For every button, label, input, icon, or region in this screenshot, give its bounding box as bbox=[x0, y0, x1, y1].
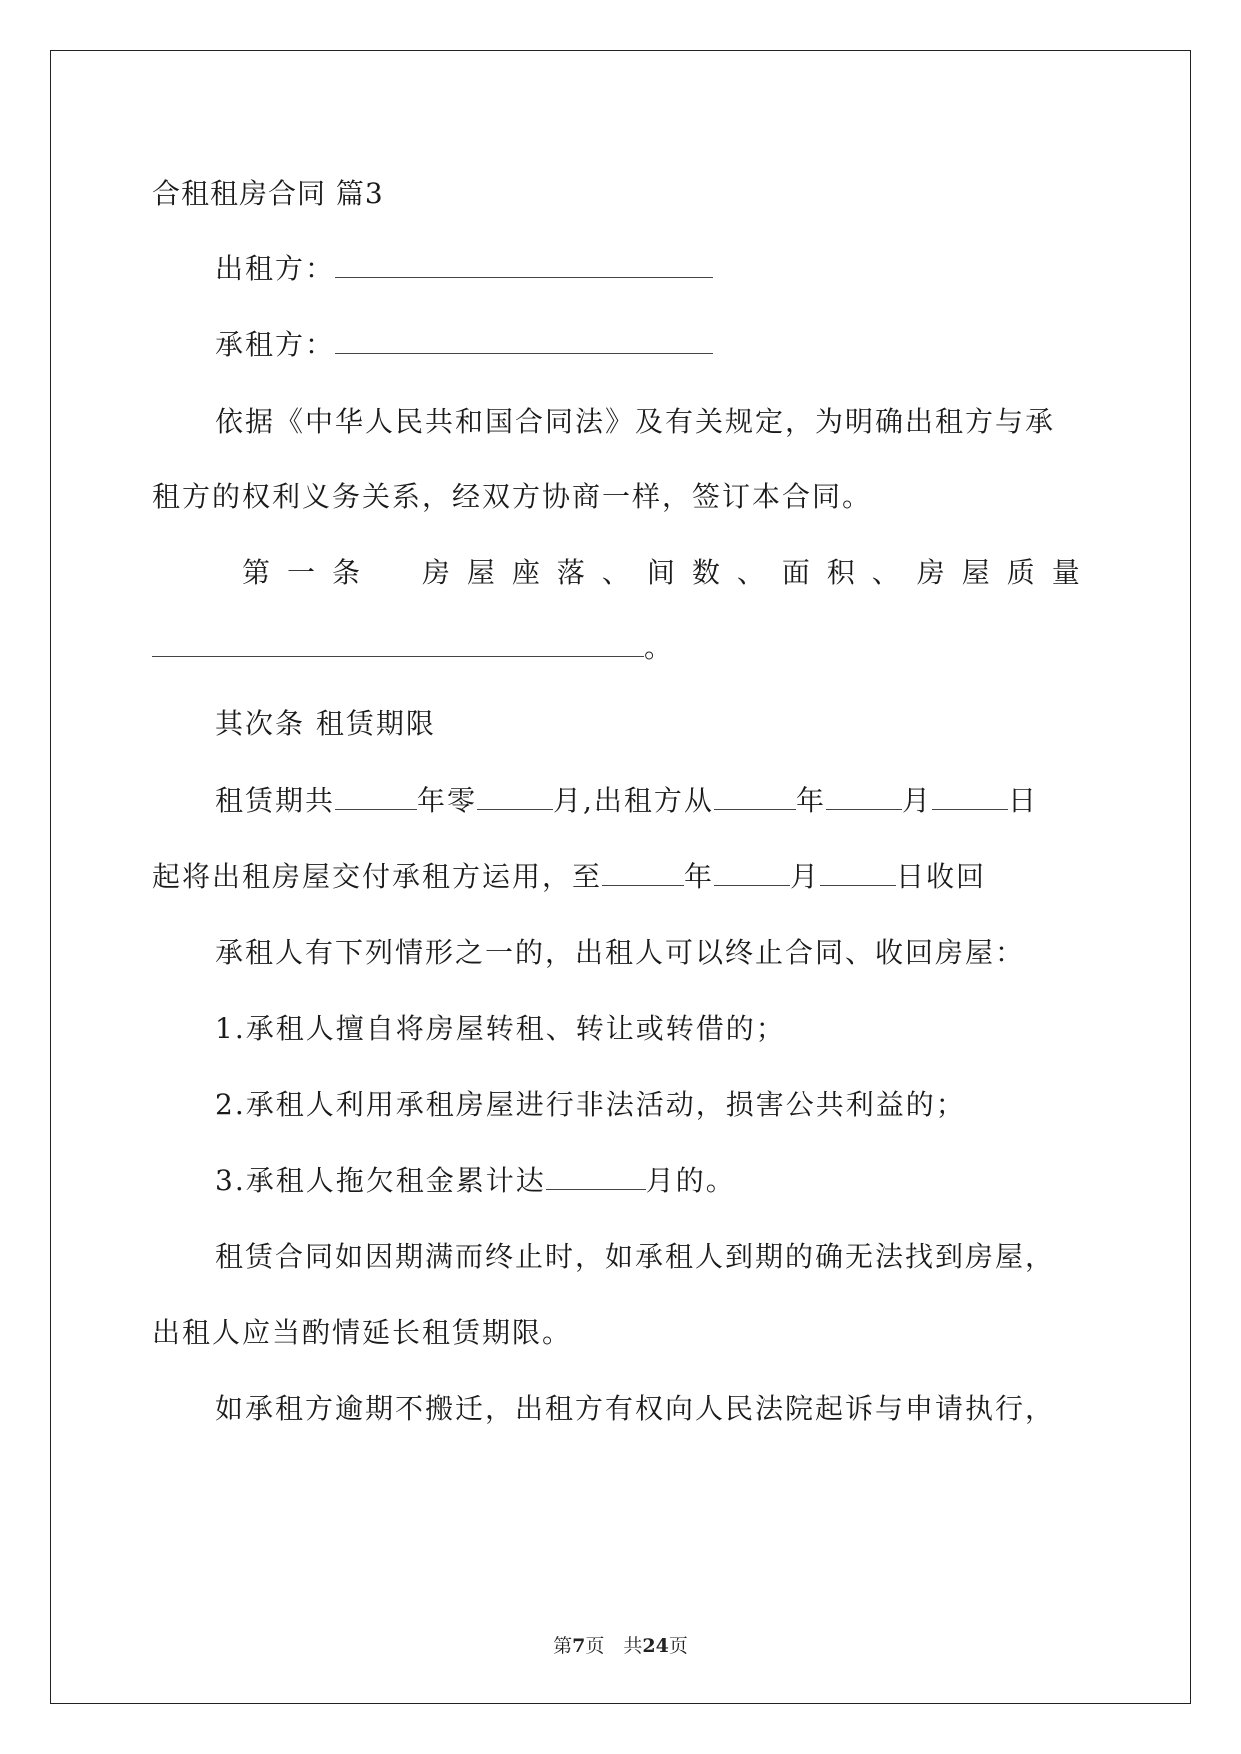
terminate-item-1: 1.承租人擅自将房屋转租、转让或转借的； bbox=[215, 1012, 786, 1045]
article1-char: 条 bbox=[331, 556, 362, 589]
term-text-1: 租赁期共 bbox=[215, 784, 336, 817]
article1-char: 第 bbox=[242, 556, 273, 589]
term2-text-4: 日收回 bbox=[896, 860, 987, 893]
quality-blank bbox=[152, 630, 644, 657]
article1-char: 量 bbox=[1051, 556, 1082, 589]
expire-line-2: 出租人应当酌情延长租赁期限。 bbox=[152, 1316, 573, 1349]
terminate-intro: 承租人有下列情形之一的，出租人可以终止合同、收回房屋： bbox=[215, 936, 1026, 969]
footer-mid: 页 共 bbox=[585, 1635, 643, 1657]
article1-char: 、 bbox=[601, 556, 632, 589]
term2-text-3: 月 bbox=[790, 860, 821, 893]
overdue-line: 如承租方逾期不搬迁，出租方有权向人民法院起诉与申请执行， bbox=[215, 1392, 1056, 1425]
article1-char: 房 bbox=[421, 556, 452, 589]
article1-char: 、 bbox=[871, 556, 902, 589]
article1-char bbox=[377, 553, 407, 593]
term-line-1 bbox=[215, 781, 1038, 821]
article1-char: 落 bbox=[556, 556, 587, 589]
page-footer bbox=[0, 1631, 1241, 1658]
term-text-4: 年 bbox=[795, 784, 826, 817]
lessor-label: 出租方： bbox=[215, 252, 336, 285]
term-text-2: 年零 bbox=[417, 784, 478, 817]
intro-line-2: 租方的权利义务关系，经双方协商一样，签订本合同。 bbox=[152, 480, 873, 513]
term-line-2 bbox=[152, 857, 986, 897]
lessee-blank bbox=[335, 327, 713, 354]
term-months-blank bbox=[477, 783, 553, 810]
article1-char: 积 bbox=[826, 556, 857, 589]
term-text-3: 月,出租方从 bbox=[553, 784, 714, 817]
end-day-blank bbox=[820, 859, 896, 886]
footer-suffix: 页 bbox=[668, 1635, 688, 1657]
article1-char: 屋 bbox=[466, 556, 497, 589]
terminate-item-3 bbox=[215, 1161, 736, 1201]
article1-char: 面 bbox=[781, 556, 812, 589]
intro-line-1: 依据《中华人民共和国合同法》及有关规定，为明确出租方与承 bbox=[215, 405, 1056, 438]
term-years-blank bbox=[335, 783, 417, 810]
lessor-blank bbox=[335, 251, 713, 278]
article1-char: 质 bbox=[1006, 556, 1037, 589]
term-text-6: 日 bbox=[1007, 784, 1038, 817]
item3-text-pre: 3.承租人拖欠租金累计达 bbox=[215, 1164, 546, 1197]
document-title: 合租租房合同 篇3 bbox=[152, 177, 384, 210]
term-text-5: 月 bbox=[901, 784, 932, 817]
start-day-blank bbox=[932, 783, 1008, 810]
article1-char: 屋 bbox=[961, 556, 992, 589]
terminate-item-2: 2.承租人利用承租房屋进行非法活动，损害公共利益的； bbox=[215, 1088, 966, 1121]
article1-char: 一 bbox=[286, 556, 317, 589]
article1-char: 房 bbox=[916, 556, 947, 589]
article1-char: 、 bbox=[736, 556, 767, 589]
expire-line-1: 租赁合同如因期满而终止时，如承租人到期的确无法找到房屋， bbox=[215, 1240, 1056, 1273]
item3-text-post: 月的。 bbox=[645, 1164, 736, 1197]
end-year-blank bbox=[602, 859, 684, 886]
footer-total-pages: 24 bbox=[642, 1635, 669, 1657]
article2-heading: 其次条 租赁期限 bbox=[215, 707, 436, 740]
term2-text-2: 年 bbox=[684, 860, 715, 893]
start-month-blank bbox=[826, 783, 902, 810]
article1-end: 。 bbox=[644, 631, 675, 664]
arrears-months-blank bbox=[546, 1163, 646, 1190]
lessee-label: 承租方： bbox=[215, 328, 336, 361]
footer-prefix: 第 bbox=[553, 1635, 573, 1657]
lessee-line bbox=[215, 325, 713, 365]
article1-line bbox=[242, 553, 1082, 593]
footer-page-number: 7 bbox=[572, 1635, 586, 1657]
term2-text-1: 起将出租房屋交付承租方运用，至 bbox=[152, 860, 603, 893]
article1-quality-line bbox=[152, 628, 674, 668]
end-month-blank bbox=[714, 859, 790, 886]
start-year-blank bbox=[714, 783, 796, 810]
article1-char: 数 bbox=[691, 556, 722, 589]
article1-char: 间 bbox=[646, 556, 677, 589]
lessor-line bbox=[215, 249, 713, 289]
article1-char: 座 bbox=[511, 556, 542, 589]
